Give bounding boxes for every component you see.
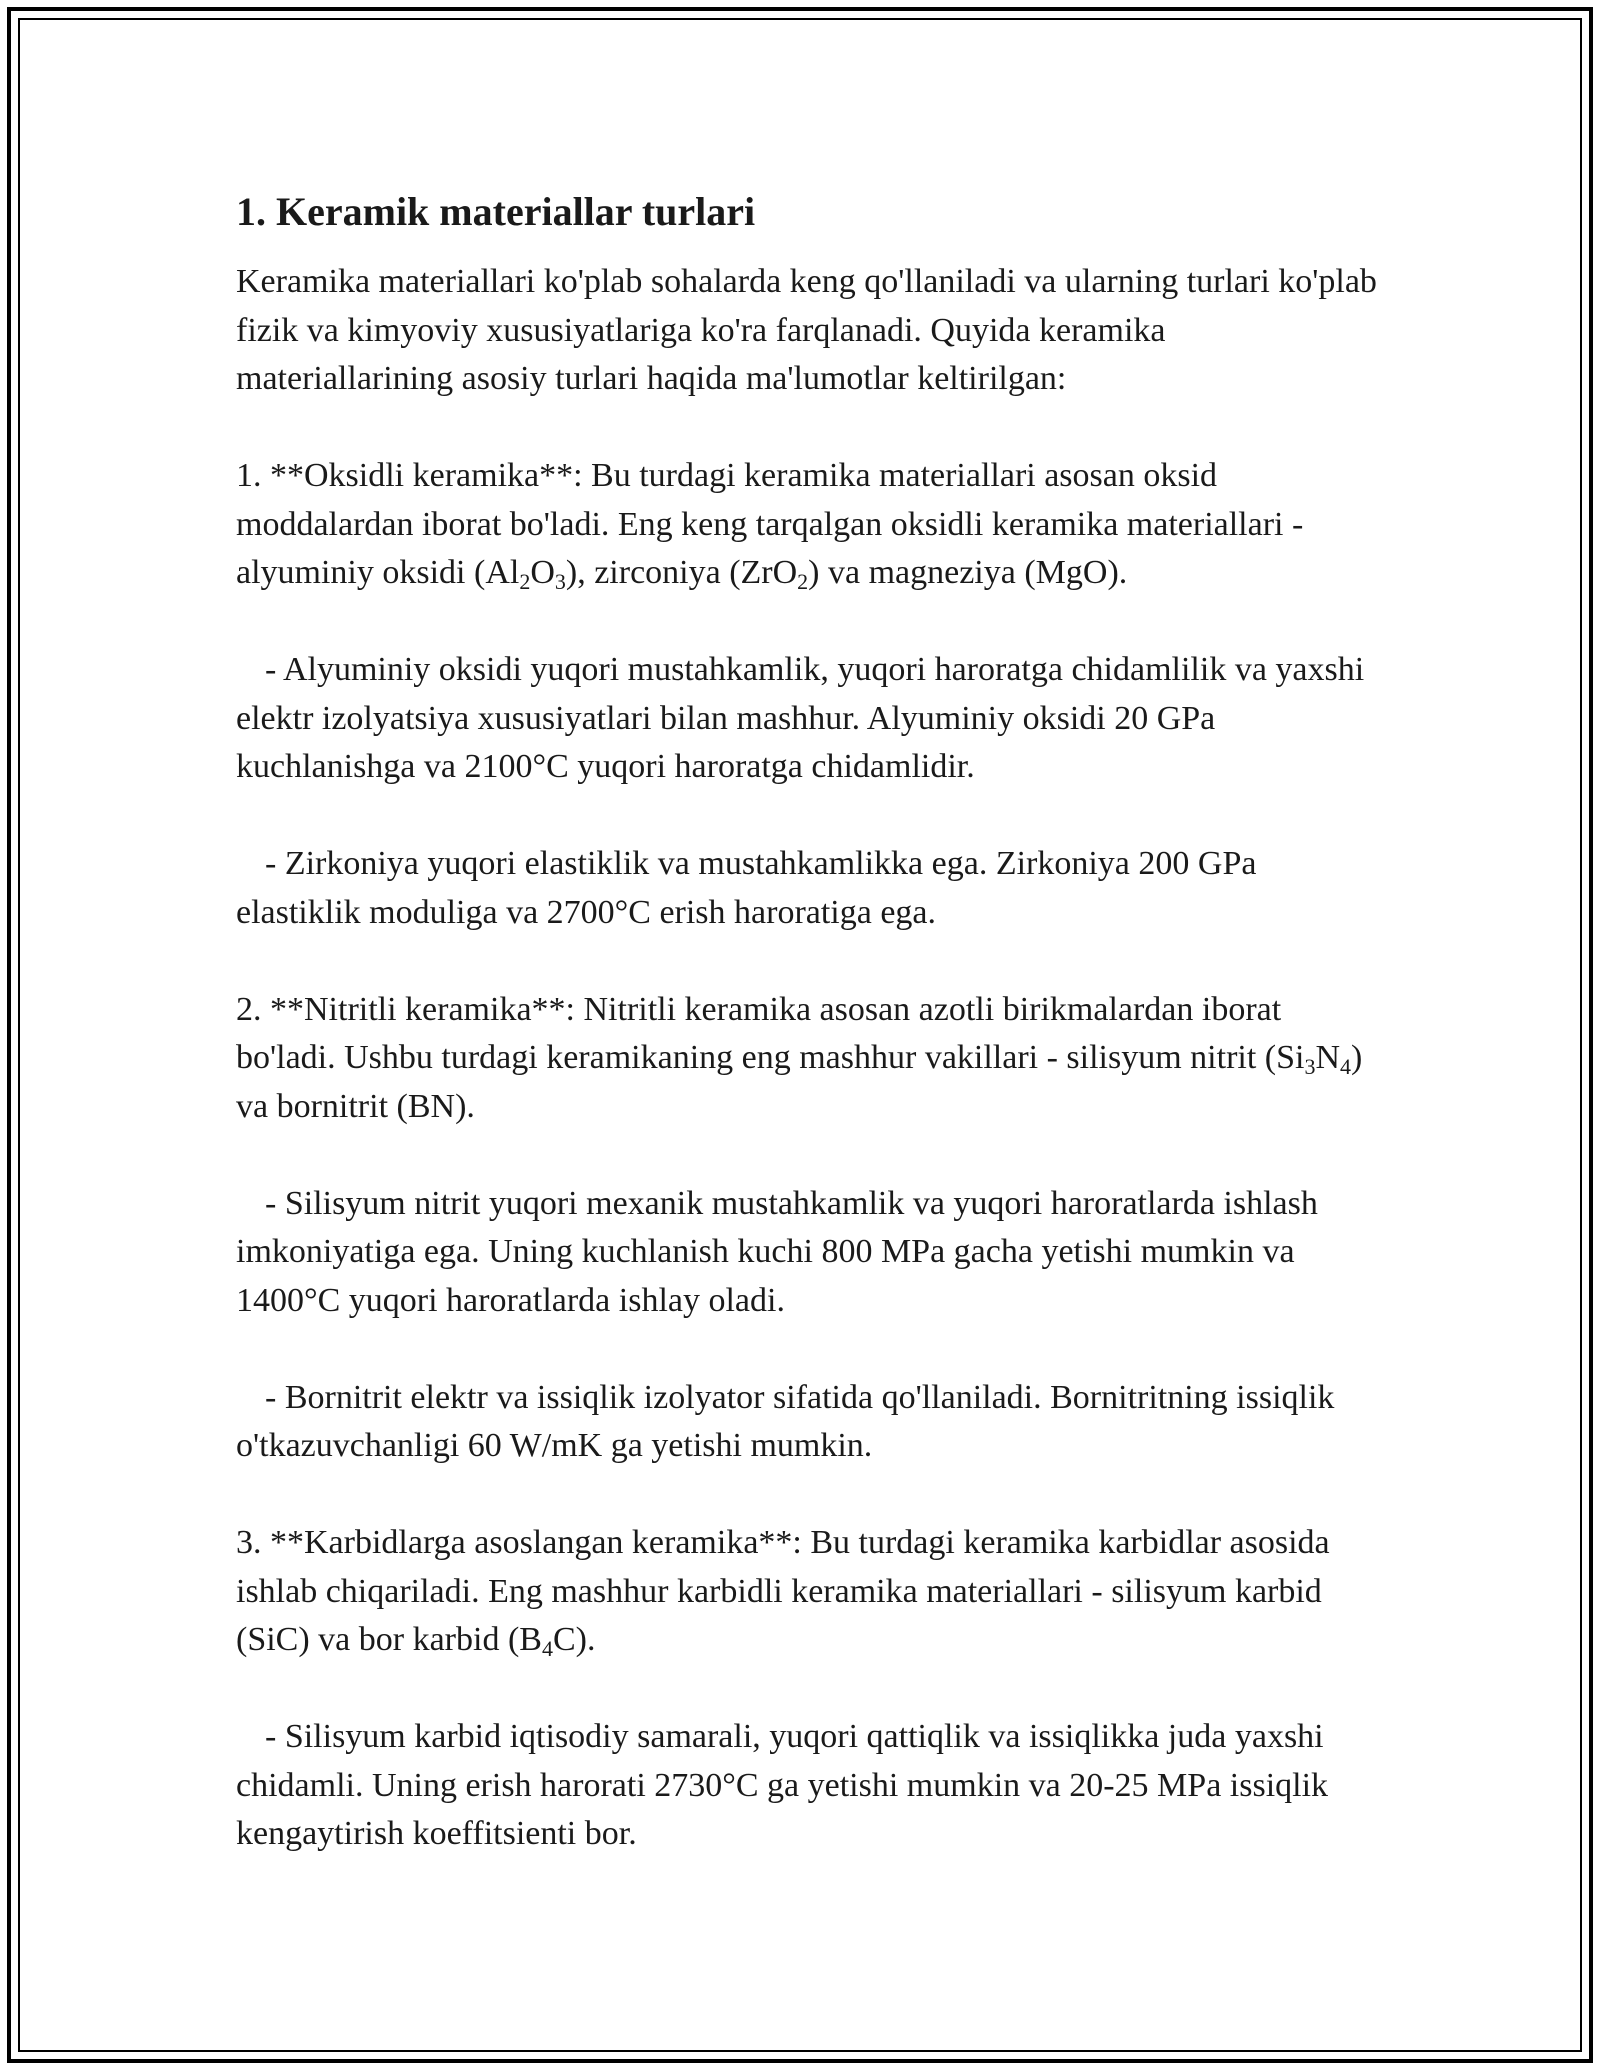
intro-paragraph: Keramika materiallari ko'plab sohalarda keng qo'llaniladi va ularning turlari ko'plab fizik va kimyoviy xususiyatlariga ko'ra farqlanadi. Quyida keramika materiallarining asosiy turlari haqida ma'lumotlar keltirilgan: [236,263,1377,397]
subscript: 2 [519,569,531,594]
silicon-carbide-paragraph: - Silisyum karbid iqtisodiy samarali, yuqori qattiqlik va issiqlikka juda yaxshi chidamli. Uning erish harorati 2730°C ga yetishi mumkin va 20-25 MPa issiqlik kengaytirish koeffitsienti bor. [236,1718,1329,1852]
nitride-text: 2. **Nitritli keramika**: Nitritli keramika asosan azotli birikmalardan iborat bo'ladi. Ushbu turdagi keramikaning eng mashhur vakillari - silisyum nitrit (Si [236,990,1305,1076]
nitride-text-end: ) va bornitrit (BN). [236,1039,1363,1125]
nitride-ceramics-paragraph [236,986,1386,1132]
section-heading: 1. Keramik materiallar turlari [236,189,756,234]
silicon-nitride-paragraph: - Silisyum nitrit yuqori mexanik mustahkamlik va yuqori haroratlarda ishlash imkoniyatiga ega. Uning kuchlanish kuchi 800 MPa gacha yetishi mumkin va 1400°C yuqori haroratlarda ishlay oladi. [236,1184,1318,1319]
oxide-text-mid: O [530,554,555,591]
subscript: 3 [1304,1054,1316,1079]
nitride-text-mid: N [1315,1039,1341,1076]
alumina-paragraph: - Alyuminiy oksidi yuqori mustahkamlik, yuqori haroratga chidamlilik va yaxshi elektr izolyatsiya xususiyatlari bilan mashhur. Alyuminiy oksidi 20 GPa kuchlanishga va 2100°C yuqori haroratga chidamlidir. [236,651,1365,785]
oxide-text-end: ) va magneziya (MgO). [808,554,1128,591]
subscript: 4 [541,1636,553,1661]
oxide-text: 1. **Oksidli keramika**: Bu turdagi keramika materiallari asosan oksid moddalardan iborat bo'ladi. Eng keng tarqalgan oksidli keramika materiallari - alyuminiy oksidi (Al [236,457,1304,591]
carbide-ceramics-paragraph [236,1519,1386,1665]
oxide-text-mid: ), zirconiya (ZrO [565,554,798,591]
zirconia-paragraph: - Zirkoniya yuqori elastiklik va mustahkamlikka ega. Zirkoniya 200 GPa elastiklik moduliga va 2700°C erish haroratiga ega. [236,845,1257,931]
subscript: 3 [554,569,566,594]
boron-nitride-paragraph: - Bornitrit elektr va issiqlik izolyator sifatida qo'llaniladi. Bornitritning issiqlik o'tkazuvchanligi 60 W/mK ga yetishi mumkin. [236,1378,1335,1464]
subscript: 2 [797,569,809,594]
subscript: 4 [1340,1054,1352,1079]
carbide-text-end: C). [552,1621,596,1658]
carbide-text: 3. **Karbidlarga asoslangan keramika**: Bu turdagi keramika karbidlar asosida ishlab chiqariladi. Eng mashhur karbidli keramika materiallari - silisyum karbid (SiC) va bor karbid (B [236,1524,1330,1658]
oxide-ceramics-paragraph [236,452,1386,598]
document-body [236,186,1386,1907]
